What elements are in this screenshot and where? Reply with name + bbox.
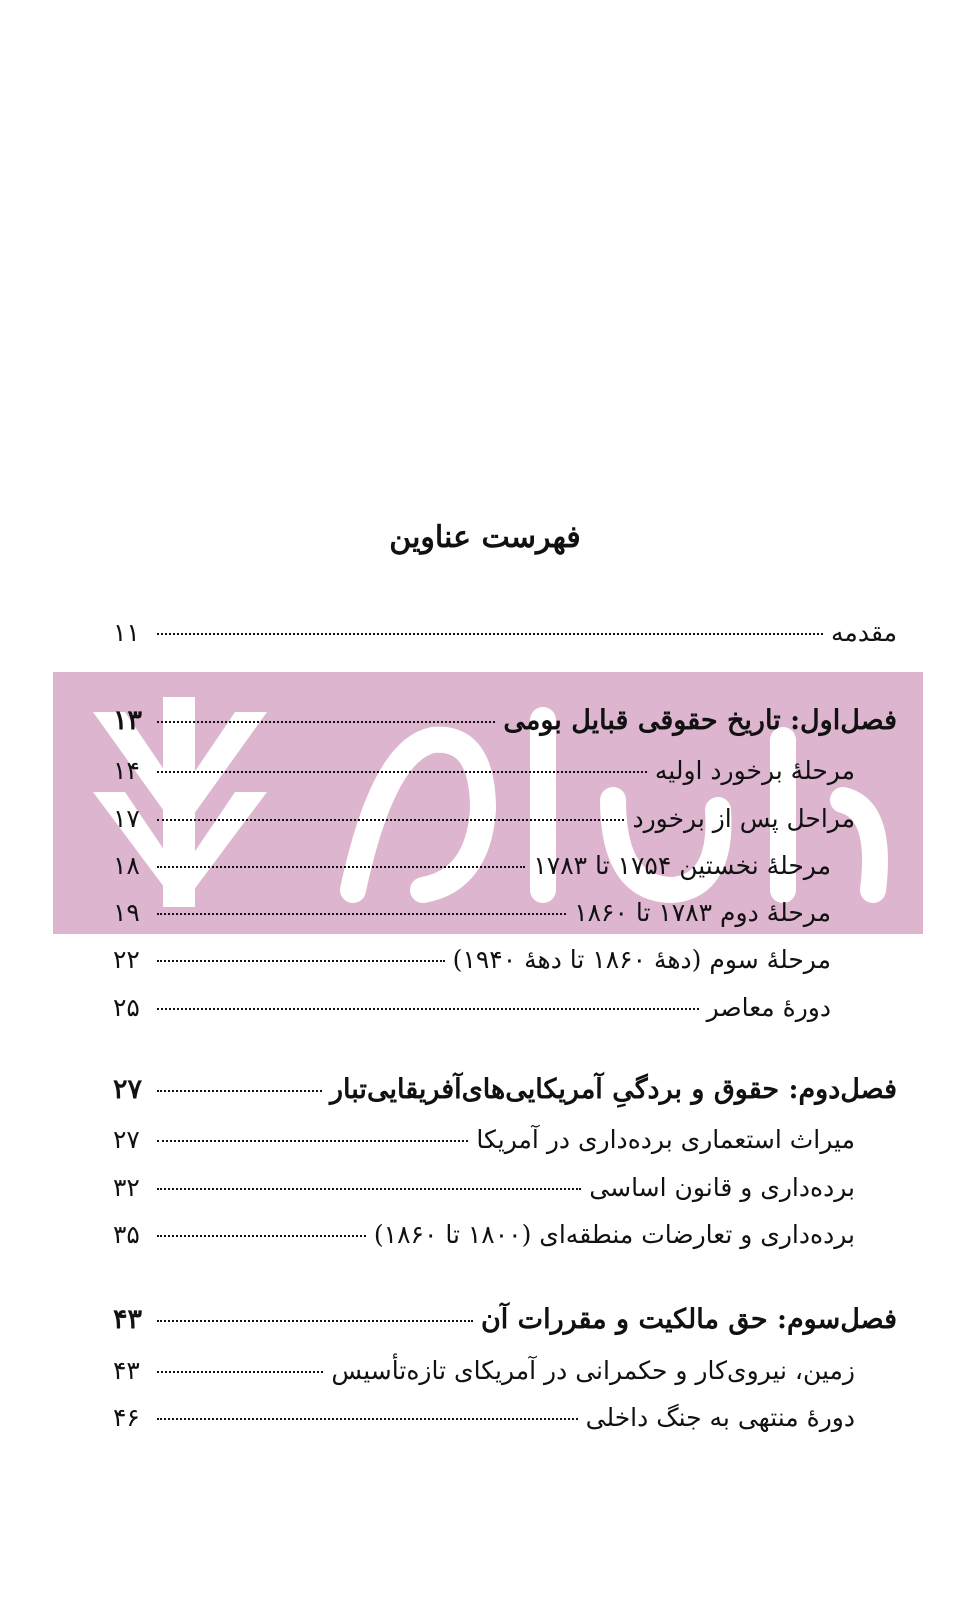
toc-entry-page: ۳۵ [113,1220,140,1249]
toc-entry-label: مرحلهٔ نخستین ۱۷۵۴ تا ۱۷۸۳ [533,851,831,880]
toc-entry [113,1218,855,1252]
toc-entry-page: ۱۱ [113,618,140,647]
toc-entry-label: برده‌داری و قانون اساسی [589,1173,855,1202]
toc-entry-label: مرحلهٔ دوم ۱۷۸۳ تا ۱۸۶۰ [574,898,831,927]
leader-dots [157,1008,699,1010]
toc-entry-label: مرحلهٔ برخورد اولیه [654,756,855,785]
leader-dots [157,1188,581,1190]
leader-dots [157,721,495,723]
toc-entry [113,754,855,788]
leader-dots [157,1320,473,1322]
leader-dots [157,1371,323,1373]
toc-entry-page: ۱۳ [113,705,143,736]
toc-entry-label: میراث استعماری برده‌داری در آمریکا [476,1125,855,1154]
toc-entry-label: مراحل پس از برخورد [632,804,855,833]
toc-entry [113,1171,855,1205]
toc-chapter [113,1073,897,1107]
leader-dots [157,960,445,962]
toc-entry-label: فصل‌اول: تاریخ حقوقی قبایل بومی [503,705,897,736]
toc-entry-label: دورهٔ معاصر [706,993,831,1022]
leader-dots [157,913,566,915]
leader-dots [157,819,624,821]
toc-entry-page: ۲۲ [113,945,140,974]
toc-entry-page: ۱۹ [113,898,140,927]
leader-dots [157,1090,322,1092]
toc-entry-label: فصل‌سوم: حق مالکیت و مقررات آن [480,1304,897,1335]
leader-dots [157,1235,366,1237]
toc-chapter [113,1303,897,1337]
toc-entry [113,802,855,836]
toc-entry [113,849,831,883]
toc-entry-page: ۱۸ [113,851,140,880]
toc-entry-page: ۱۷ [113,804,140,833]
toc-entry-page: ۴۳ [113,1356,140,1385]
toc-entry-label: فصل‌دوم: حقوق و بردگیِ آمریکایی‌های‌آفریقایی‌تبار [330,1074,897,1105]
toc-title: فهرست عناوین [389,520,581,555]
toc-entry [113,1123,855,1157]
leader-dots [157,771,647,773]
toc-entry [113,896,831,930]
toc-entry-label: دورهٔ منتهی به جنگ داخلی [585,1403,855,1432]
toc-entry-page: ۲۵ [113,993,140,1022]
leader-dots [157,1418,578,1420]
toc-entry-label: برده‌داری و تعارضات منطقه‌ای (۱۸۰۰ تا ۱۸۶۰) [373,1220,855,1249]
toc-entry [113,991,831,1025]
leader-dots [157,1140,468,1142]
toc-entry [113,943,831,977]
toc-entry-page: ۲۷ [113,1125,140,1154]
leader-dots [157,866,525,868]
toc-entry-page: ۴۳ [113,1304,143,1335]
toc-entry-page: ۳۲ [113,1173,140,1202]
toc-entry [113,1354,855,1388]
toc-entry-page: ۴۶ [113,1403,140,1432]
toc-entry [113,1401,855,1435]
toc-entry-label: زمین، نیروی‌کار و حکمرانی در آمریکای تازه‌تأسیس [331,1356,855,1385]
leader-dots [157,633,823,635]
toc-entry-page: ۱۴ [113,756,140,785]
toc-chapter [113,704,897,738]
toc-entry-label: مرحلهٔ سوم (دههٔ ۱۸۶۰ تا دههٔ ۱۹۴۰) [452,945,831,974]
toc-entry-page: ۲۷ [113,1074,143,1105]
toc-entry-label: مقدمه [831,618,897,647]
toc-entry [113,616,897,650]
